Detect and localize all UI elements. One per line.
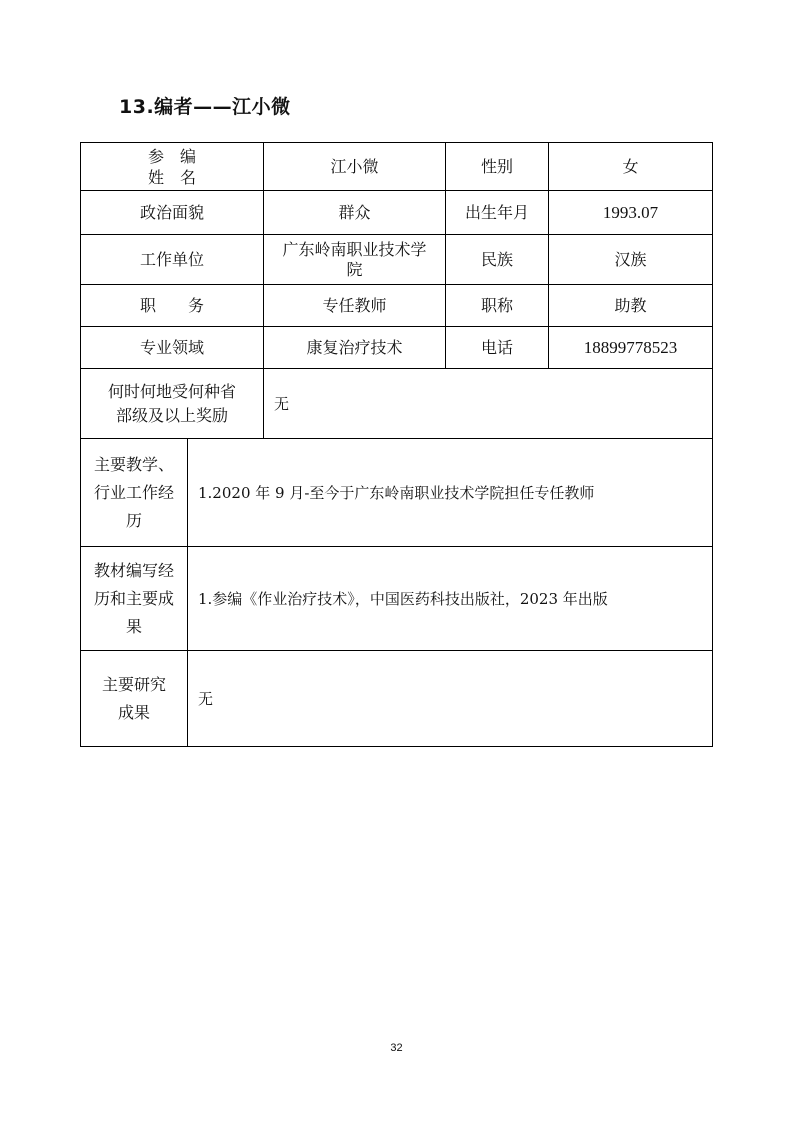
page-number: 32 [390, 1042, 403, 1054]
experience-value: 1.2020 年 9 月-至今于广东岭南职业技术学院担任专任教师 [188, 439, 713, 547]
ethnicity-label: 民族 [446, 235, 549, 285]
title-label: 职称 [446, 285, 549, 327]
name-label-cell [81, 143, 264, 191]
textbook-value: 1.参编《作业治疗技术》，中国医药科技出版社，2023 年出版 [188, 547, 713, 651]
phone-label: 电话 [446, 327, 549, 369]
table-row [81, 143, 713, 191]
name-value: 江小微 [264, 143, 446, 191]
table-row [81, 547, 713, 651]
textbook-label: 教材编写经历和主要成果 [81, 547, 188, 651]
research-value: 无 [188, 651, 713, 747]
table-row [81, 327, 713, 369]
gender-value: 女 [549, 143, 713, 191]
table-row [81, 285, 713, 327]
name-label-line1: 参 编 [148, 146, 197, 166]
awards-label: 何时何地受何种省部级及以上奖励 [81, 369, 264, 439]
experience-label: 主要教学、行业工作经历 [81, 439, 188, 547]
gender-label: 性别 [446, 143, 549, 191]
field-label: 专业领域 [81, 327, 264, 369]
position-value: 专任教师 [264, 285, 446, 327]
table-row [81, 369, 713, 439]
ethnicity-value: 汉族 [549, 235, 713, 285]
table-row [81, 235, 713, 285]
name-label-line2: 姓 名 [148, 167, 197, 187]
phone-value: 18899778523 [549, 327, 713, 369]
section-heading: 13.编者——江小微 [119, 96, 291, 118]
birth-value: 1993.07 [549, 191, 713, 235]
table-row [81, 439, 713, 547]
birth-label: 出生年月 [446, 191, 549, 235]
field-value: 康复治疗技术 [264, 327, 446, 369]
editor-info-table [80, 142, 713, 747]
awards-value: 无 [264, 369, 713, 439]
position-label: 职 务 [81, 285, 264, 327]
research-label: 主要研究成果 [81, 651, 188, 747]
employer-label: 工作单位 [81, 235, 264, 285]
table-row [81, 651, 713, 747]
politics-label: 政治面貌 [81, 191, 264, 235]
table-row [81, 191, 713, 235]
title-value: 助教 [549, 285, 713, 327]
employer-value: 广东岭南职业技术学院 [264, 235, 446, 285]
politics-value: 群众 [264, 191, 446, 235]
